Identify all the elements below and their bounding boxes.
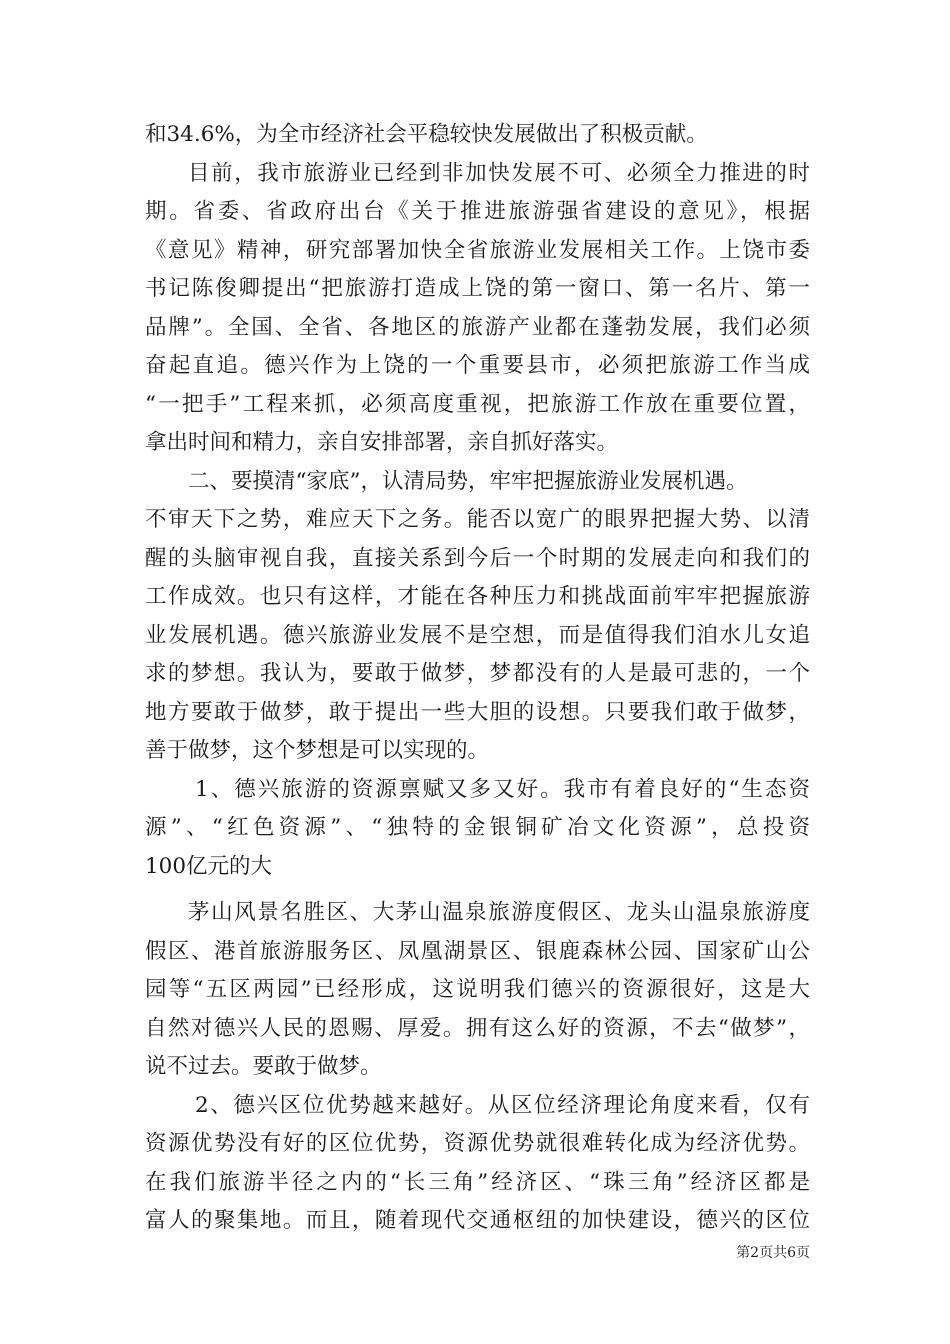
text-line: 善于做梦，这个梦想是可以实现的。 [145, 738, 490, 763]
text-line: 奋起直追。德兴作为上饶的一个重要县市，必须把旅游工作当成 [145, 353, 810, 378]
text-line: 业发展机遇。德兴旅游业发展不是空想，而是值得我们洎水儿女追 [145, 622, 810, 648]
text-line: 拿出时间和精力，亲自安排部署，亲自抓好落实。 [145, 430, 619, 455]
text-line: 自然对德兴人民的恩赐、厚爱。拥有这么好的资源，不去“做梦”， [145, 1015, 810, 1041]
text-line: 假区、港首旅游服务区、凤凰湖景区、银鹿森林公园、国家矿山公 [145, 938, 810, 964]
text-line: 求的梦想。我认为，要敢于做梦，梦都没有的人是最可悲的，一个 [145, 661, 810, 686]
text-line: 资源优势没有好的区位优势，资源优势就很难转化成为经济优势。 [145, 1131, 810, 1156]
text-line: 园等“五区两园”已经形成，这说明我们德兴的资源很好，这是大 [145, 977, 810, 1002]
text-line: 地方要敢于做梦，敢于提出一些大胆的设想。只要我们敢于做梦， [145, 699, 810, 725]
text-line: 品牌”。全国、全省、各地区的旅游产业都在蓬勃发展，我们必须 [145, 314, 810, 340]
section-heading: 二、要摸清“家底”，认清局势，牢牢把握旅游业发展机遇。 [188, 468, 748, 494]
paragraph-first-line: 茅山风景名胜区、大茅山温泉旅游度假区、龙头山温泉旅游度 [188, 900, 810, 925]
text-line: 不审天下之势，难应天下之务。能否以宽广的眼界把握大势、以清 [145, 507, 810, 532]
text-line: 富人的聚集地。而且，随着现代交通枢纽的加快建设，德兴的区位 [145, 1208, 810, 1233]
paragraph-first-line: 目前，我市旅游业已经到非加快发展不可、必须全力推进的时 [188, 160, 810, 186]
text-line: 说不过去。要敢于做梦。 [145, 1054, 382, 1079]
body-text [145, 116, 810, 1241]
text-line: 醒的头脑审视自我，直接关系到今后一个时期的发展走向和我们的 [145, 545, 810, 571]
text-line: 100亿元的大 [145, 853, 273, 879]
text-line: 和34.6%，为全市经济社会平稳较快发展做出了积极贡献。 [145, 122, 708, 147]
text-line: 在我们旅游半径之内的“长三角”经济区、“珠三角”经济区都是 [145, 1169, 810, 1195]
text-line: 《意见》精神，研究部署加快全省旅游业发展相关工作。上饶市委 [145, 237, 810, 263]
text-line: “一把手”工程来抓，必须高度重视，把旅游工作放在重要位置， [145, 391, 810, 417]
text-line: 源”、“红色资源”、“独特的金银铜矿冶文化资源”，总投资 [145, 815, 810, 840]
paragraph-gap [145, 886, 810, 894]
text-line: 工作成效。也只有这样，才能在各种压力和挑战面前牢牢把握旅游 [145, 584, 810, 609]
page-number: 第2页共6页 [736, 1245, 810, 1261]
text-line: 书记陈俊卿提出“把旅游打造成上饶的第一窗口、第一名片、第一 [145, 276, 810, 301]
paragraph-first-line: 2、德兴区位优势越来越好。从区位经济理论角度来看，仅有 [195, 1092, 810, 1118]
text-line: 期。省委、省政府出台《关于推进旅游强省建设的意见》，根据 [145, 199, 810, 224]
paragraph-first-line: 1、德兴旅游的资源禀赋又多又好。我市有着良好的“生态资 [195, 776, 810, 802]
